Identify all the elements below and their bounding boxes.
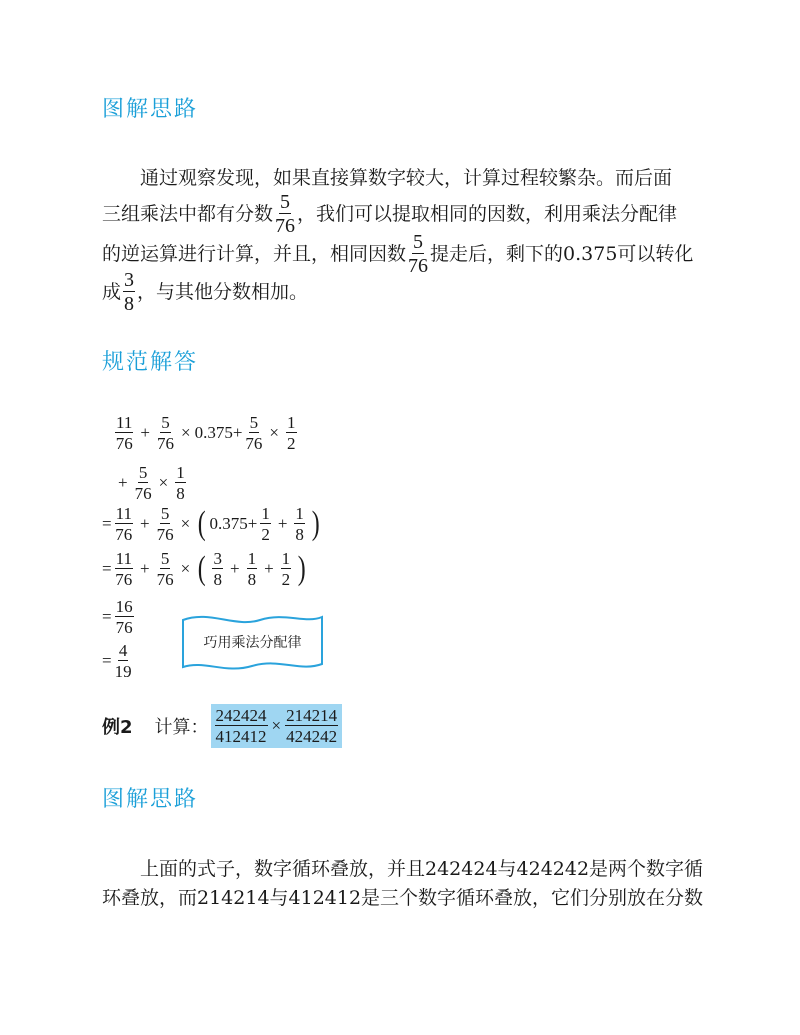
fraction-denominator: 76 [275,215,296,237]
fraction [115,414,133,452]
fraction [260,505,271,543]
text-segment: 的逆运算进行计算，并且，相同因数 [102,243,407,265]
math-line-2 [114,463,189,503]
plus-sign: + [118,473,128,492]
plus-sign: + [139,514,150,533]
math-line-1 [112,413,300,453]
fraction-denominator: 76 [115,570,133,589]
fraction [135,464,152,502]
fraction-denominator: 8 [213,570,222,589]
equals-sign: = [102,607,112,626]
fraction [115,598,134,636]
times-sign: × [269,423,279,442]
text-segment: 成 [102,281,122,303]
paragraph-line-6: 环叠放，而214214与412412是三个数字循环叠放，它们分别放在分数 [102,887,704,909]
fraction-denominator: 76 [115,618,133,637]
fraction [215,707,268,745]
fraction-denominator: 8 [247,570,257,589]
math-line-6 [102,641,135,681]
fraction-numerator: 3 [124,269,135,291]
text-segment: 三组乘法中都有分数 [102,203,274,225]
example-instruction: 计算： [154,717,209,738]
fraction-denominator: 76 [134,484,152,503]
math-line-5 [102,597,137,637]
plus-sign: + [264,559,274,578]
times-sign: × [180,514,191,533]
fraction [247,550,258,588]
paragraph-line-1: 通过观察发现，如果直接算数字较大，计算过程较繁杂。而后面 [140,167,673,189]
fraction-denominator: 8 [124,293,135,315]
right-paren: ) [311,505,320,542]
fraction [115,550,133,588]
fraction-numerator: 5 [138,463,148,482]
fraction-numerator: 5 [249,413,259,432]
example-expression [211,704,343,748]
tip-text: 巧用乘法分配律 [203,635,302,651]
fraction-5-76 [408,232,428,276]
left-paren: ( [197,550,206,587]
fraction-numerator: 242424 [215,706,267,725]
fraction [245,414,262,452]
decimal-term: 0.375+ [194,423,243,442]
paragraph-line-5: 上面的式子，数字循环叠放，并且242424与424242是两个数字循 [140,858,704,880]
fraction-numerator: 1 [287,413,296,432]
fraction-numerator: 3 [213,549,222,568]
paragraph-line-4 [102,269,702,315]
fraction-denominator: 412412 [215,727,267,746]
plus-sign: + [140,423,150,442]
fraction [285,707,338,745]
text-segment: ，与其他分数相加。 [137,281,309,303]
fraction-denominator: 76 [156,434,174,453]
section-heading-solution: 规范解答 [102,350,199,375]
right-paren: ) [297,550,306,587]
fraction [115,642,132,680]
fraction [157,414,174,452]
fraction-numerator: 11 [115,549,132,568]
text-segment: 提走后，剩下的0.375可以转化 [430,243,694,265]
paragraph-line-3 [102,231,702,277]
text-segment: ，我们可以提取相同的因数，利用乘法分配律 [297,203,678,225]
fraction-numerator: 4 [118,641,128,660]
plus-sign: + [139,559,150,578]
equals-sign: = [102,559,112,578]
left-paren: ( [197,505,206,542]
fraction [157,505,174,543]
fraction-numerator: 5 [161,413,170,432]
fraction-denominator: 2 [287,434,296,453]
fraction-numerator: 5 [280,191,291,213]
equals-sign: = [102,514,112,533]
fraction-numerator: 1 [281,549,291,568]
fraction-denominator: 424242 [286,727,338,746]
fraction-numerator: 5 [413,231,424,253]
decimal-term: 0.375+ [209,514,258,533]
fraction-denominator: 76 [408,255,429,277]
times-sign: × [158,473,169,492]
fraction-denominator: 8 [176,484,185,503]
example-2 [102,706,342,746]
example-label: 例2 [102,717,133,738]
plus-sign: + [277,514,288,533]
fraction-5-76 [275,192,295,236]
fraction [294,505,305,543]
fraction-3-8 [123,270,135,314]
fraction-denominator: 76 [156,570,174,589]
fraction [157,550,174,588]
plus-sign: + [229,559,240,578]
fraction-numerator: 5 [160,504,170,523]
tip-callout [180,612,325,672]
fraction [212,550,223,588]
fraction-denominator: 76 [115,434,133,453]
fraction-numerator: 1 [247,549,257,568]
fraction-denominator: 76 [245,434,263,453]
fraction-numerator: 1 [295,504,304,523]
fraction [286,414,297,452]
fraction-denominator: 2 [261,525,270,544]
fraction-denominator: 2 [281,570,291,589]
fraction-numerator: 214214 [286,706,338,725]
fraction [281,550,292,588]
fraction-numerator: 11 [115,504,132,523]
fraction-denominator: 19 [114,662,132,681]
fraction [115,505,133,543]
times-sign: × [180,559,191,578]
fraction-numerator: 16 [115,597,133,616]
fraction-denominator: 76 [115,525,133,544]
fraction-numerator: 1 [176,463,185,482]
fraction-denominator: 76 [156,525,174,544]
math-line-3 [102,504,323,544]
times-sign: × [180,423,191,442]
section-heading-analysis: 图解思路 [102,97,199,122]
fraction-denominator: 8 [295,525,304,544]
fraction [175,464,186,502]
fraction-numerator: 5 [160,549,170,568]
times-sign: × [271,716,282,735]
paragraph-line-2 [102,191,702,237]
fraction-numerator: 11 [116,413,133,432]
equals-sign: = [102,651,112,670]
section-heading-analysis-2: 图解思路 [102,787,199,812]
fraction-numerator: 1 [261,504,270,523]
math-line-4 [102,549,310,589]
